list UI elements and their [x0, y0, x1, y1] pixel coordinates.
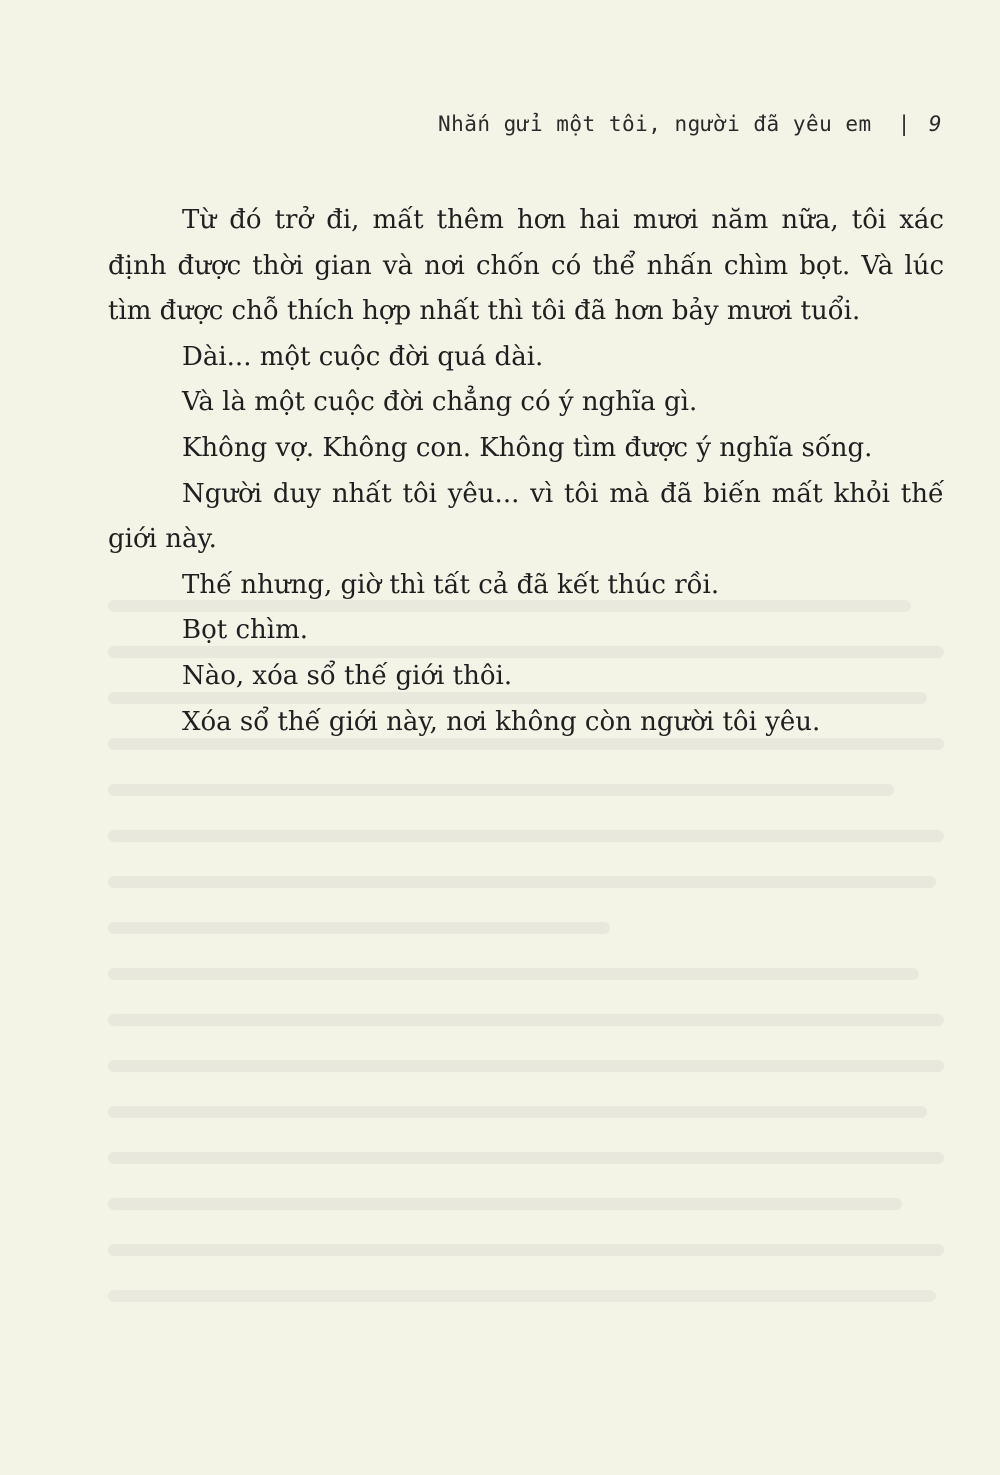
running-header — [438, 112, 942, 136]
paragraph: Xóa sổ thế giới này, nơi không còn người tôi yêu. — [182, 706, 821, 737]
paragraph: Thế nhưng, giờ thì tất cả đã kết thúc rồi. — [182, 569, 720, 600]
page-number: 9 — [928, 112, 942, 136]
paragraph: Người duy nhất tôi yêu... vì tôi mà đã biến mất khỏi thế giới này. — [108, 478, 944, 555]
paragraph: Không vợ. Không con. Không tìm được ý nghĩa sống. — [182, 432, 873, 463]
paragraph: Từ đó trở đi, mất thêm hơn hai mươi năm nữa, tôi xác định được thời gian và nơi chốn có thể nhấn chìm bọt. Và lúc tìm được chỗ thích hợp nhất thì tôi đã hơn bảy mươi tuổi. — [108, 205, 944, 327]
paragraph: Bọt chìm. — [182, 615, 309, 646]
running-header-title: Nhắn gửi một tôi, người đã yêu em — [437, 112, 872, 136]
body-text — [108, 198, 944, 745]
paragraph: Nào, xóa sổ thế giới thôi. — [182, 660, 513, 691]
header-separator: | — [897, 112, 911, 136]
paragraph: Dài... một cuộc đời quá dài. — [182, 341, 544, 372]
paragraph: Và là một cuộc đời chẳng có ý nghĩa gì. — [182, 387, 698, 418]
